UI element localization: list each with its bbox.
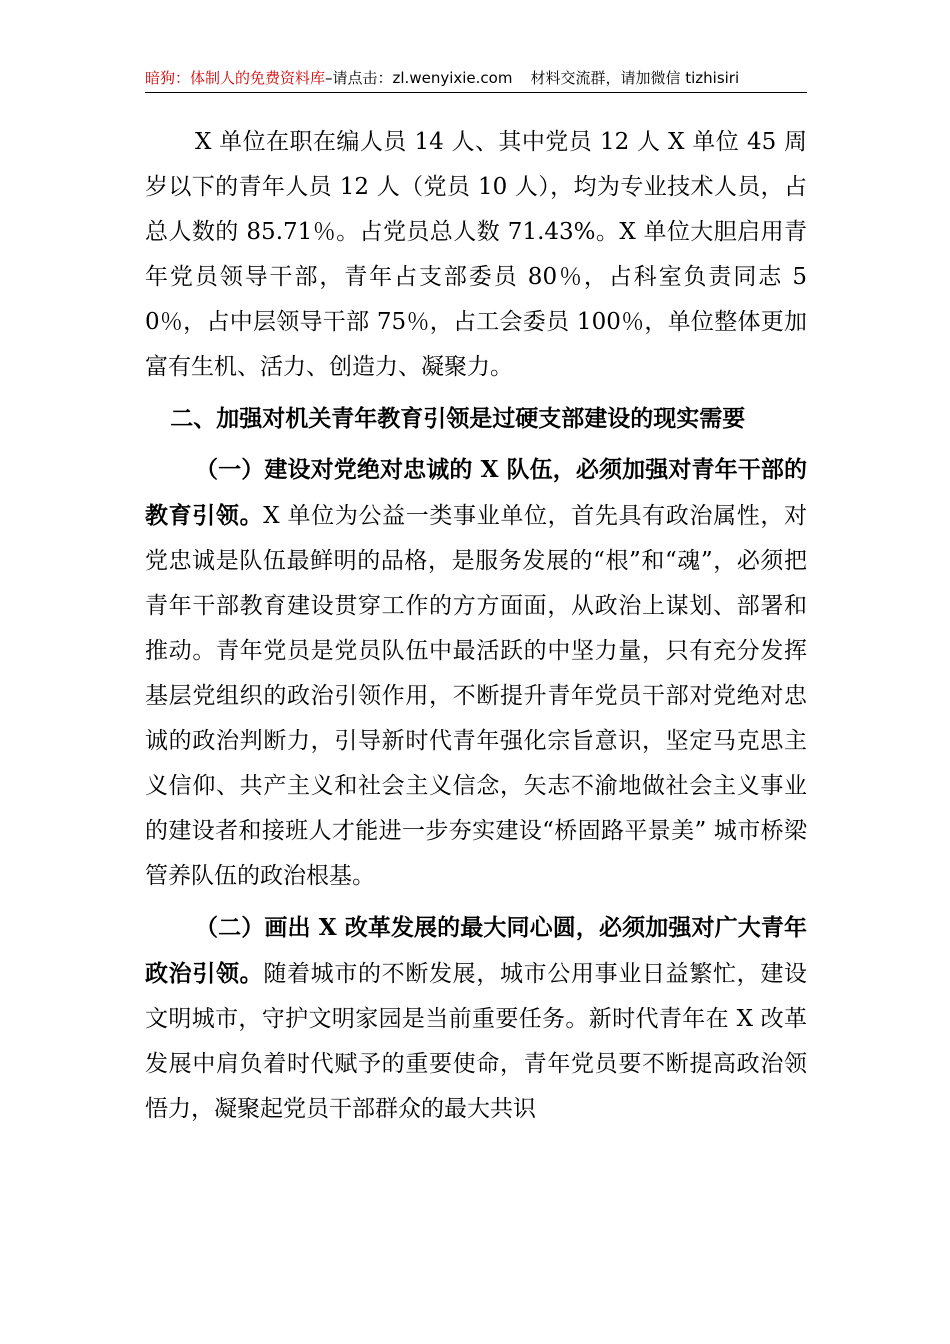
header-link-prompt[interactable]: –请点击：zl.wenyixie.com: [325, 69, 513, 87]
document-body: [145, 120, 807, 1132]
section-heading-2: 二、加强对机关青年教育引领是过硬支部建设的现实需要: [170, 405, 746, 432]
paragraph-subsection-2: [145, 905, 807, 1132]
subsection-1-body: X 单位为公益一类事业单位，首先具有政治属性，对党忠诚是队伍最鲜明的品格，是服务发展的“根”和“魂”，必须把青年干部教育建设贯穿工作的方方面面，从政治上谋划、部署和推动。青年党员是党员队伍中最活跃的中坚力量，只有充分发挥基层党组织的政治引领作用，不断提升青年党员干部对党绝对忠诚的政治判断力，引导新时代青年强化宗旨意识，坚定马克思主义信仰、共产主义和社会主义信念，矢志不渝地做社会主义事业的建设者和接班人才能进一步夯实建设“桥固路平景美” 城市桥梁管养队伍的政治根基。: [145, 503, 808, 889]
subsection-1-lead: （一）建设对党绝对忠诚的 X 队伍，必须加强对青年干部的教育引领。: [145, 456, 807, 529]
paragraph-subsection-1: [145, 447, 807, 899]
paragraph-staff-statistics: X 单位在职在编人员 14 人、其中党员 12 人 X 单位 45 周岁以下的青年人员 12 人（党员 10 人），均为专业技术人员，占总人数的 85.71％。占党员总人数 71.43%。X 单位大胆启用青年党员领导干部，青年占支部委员 80％，占科室负责同志 50％，占中层领导干部 75％，占工会委员 100％，单位整体更加富有生机、活力、创造力、凝聚力。: [145, 129, 807, 380]
page-header: [145, 64, 807, 93]
header-contact: 材料交流群，请加微信 tizhisiri: [530, 69, 740, 87]
subsection-2-lead: （二）画出 X 改革发展的最大同心圆，必须加强对广大青年政治引领。: [145, 914, 807, 987]
header-brand: 暗狗：体制人的免费资料库: [145, 69, 326, 87]
subsection-2-body: 随着城市的不断发展，城市公用事业日益繁忙，建设文明城市，守护文明家园是当前重要任务。新时代青年在 X 改革发展中肩负着时代赋予的重要使命，青年党员要不断提高政治领悟力，凝聚起党员干部群众的最大共识: [145, 961, 808, 1122]
